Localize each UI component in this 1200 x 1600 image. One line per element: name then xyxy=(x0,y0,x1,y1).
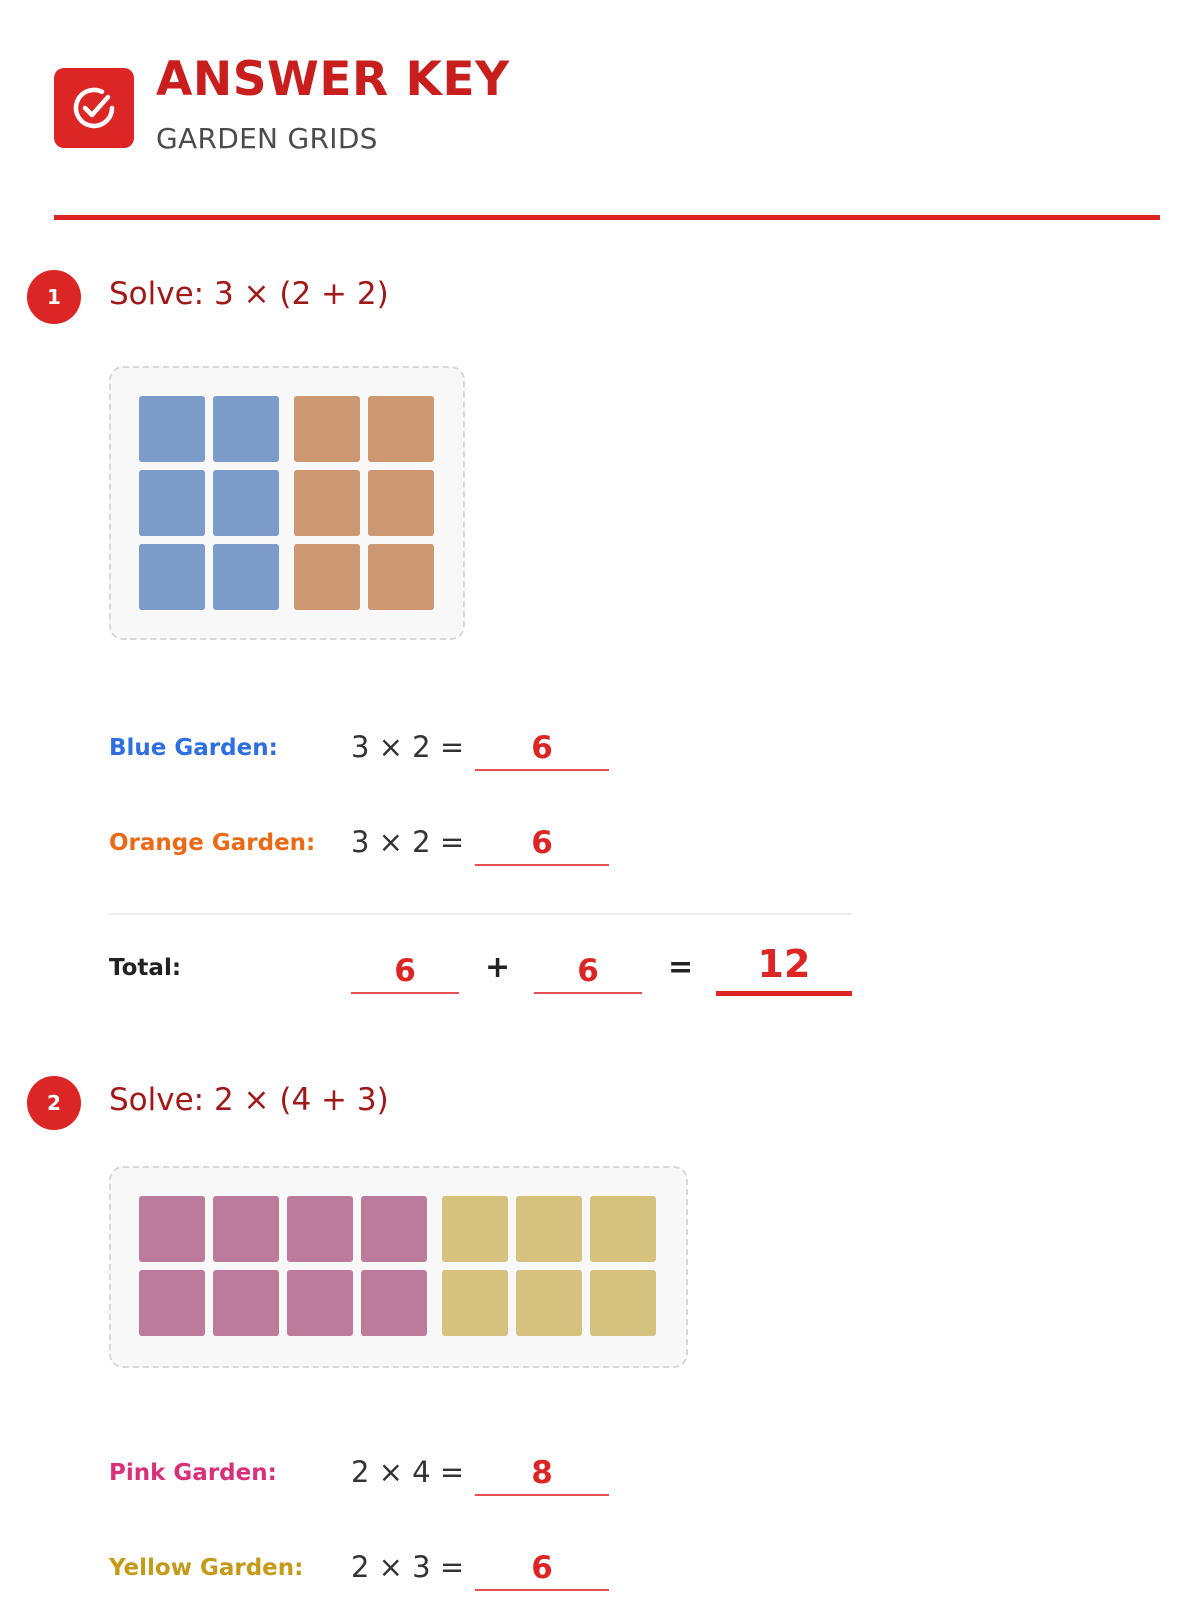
grid-cell xyxy=(590,1196,656,1262)
answer-blank: 8 xyxy=(475,1452,609,1496)
grid-cell xyxy=(442,1270,508,1336)
grid-cell xyxy=(139,544,205,610)
garden-label-yellow: Yellow Garden: xyxy=(109,1555,304,1581)
total-result: 12 xyxy=(716,940,852,996)
garden-grid xyxy=(109,366,465,640)
grid-cell xyxy=(361,1196,427,1262)
grid-cell xyxy=(213,544,279,610)
grid-cell xyxy=(361,1270,427,1336)
problem-number-badge: 2 xyxy=(27,1076,81,1130)
check-circle-icon xyxy=(54,68,134,148)
total-addend-blank: 6 xyxy=(351,950,459,994)
grid-cell xyxy=(139,396,205,462)
garden-label-pink: Pink Garden: xyxy=(109,1460,277,1486)
grid-cell xyxy=(139,1196,205,1262)
answer-blank: 6 xyxy=(475,1547,609,1591)
page-subtitle: GARDEN GRIDS xyxy=(156,122,378,155)
grid-cell xyxy=(287,1196,353,1262)
grid-cell xyxy=(213,1270,279,1336)
garden-expression: 3 × 2 = xyxy=(351,730,465,764)
garden-expression: 3 × 2 = xyxy=(351,825,465,859)
section-divider xyxy=(109,913,852,915)
grid-cell xyxy=(442,1196,508,1262)
grid-cell xyxy=(213,1196,279,1262)
grid-cell xyxy=(516,1270,582,1336)
grid-cell xyxy=(516,1196,582,1262)
grid-cell xyxy=(139,470,205,536)
problem-title: Solve: 2 × (4 + 3) xyxy=(109,1082,389,1118)
equals-sign: = xyxy=(668,950,694,985)
garden-grid xyxy=(109,1166,688,1368)
garden-expression: 2 × 3 = xyxy=(351,1550,465,1584)
plus-sign: + xyxy=(485,950,511,985)
grid-cell xyxy=(368,396,434,462)
grid-cell xyxy=(294,544,360,610)
grid-cell xyxy=(294,470,360,536)
grid-cell xyxy=(213,396,279,462)
problem-number-badge: 1 xyxy=(27,270,81,324)
grid-cell xyxy=(294,396,360,462)
grid-cell xyxy=(368,544,434,610)
problem-title: Solve: 3 × (2 + 2) xyxy=(109,276,389,312)
total-addend-blank: 6 xyxy=(534,950,642,994)
grid-cell xyxy=(139,1270,205,1336)
page-title: ANSWER KEY xyxy=(156,52,510,107)
garden-label-blue: Blue Garden: xyxy=(109,735,278,761)
garden-label-orange: Orange Garden: xyxy=(109,830,316,856)
garden-expression: 2 × 4 = xyxy=(351,1455,465,1489)
grid-cell xyxy=(213,470,279,536)
total-label: Total: xyxy=(109,955,182,981)
grid-cell xyxy=(368,470,434,536)
grid-cell xyxy=(287,1270,353,1336)
header-divider xyxy=(54,215,1160,220)
grid-cell xyxy=(590,1270,656,1336)
answer-blank: 6 xyxy=(475,822,609,866)
answer-blank: 6 xyxy=(475,727,609,771)
